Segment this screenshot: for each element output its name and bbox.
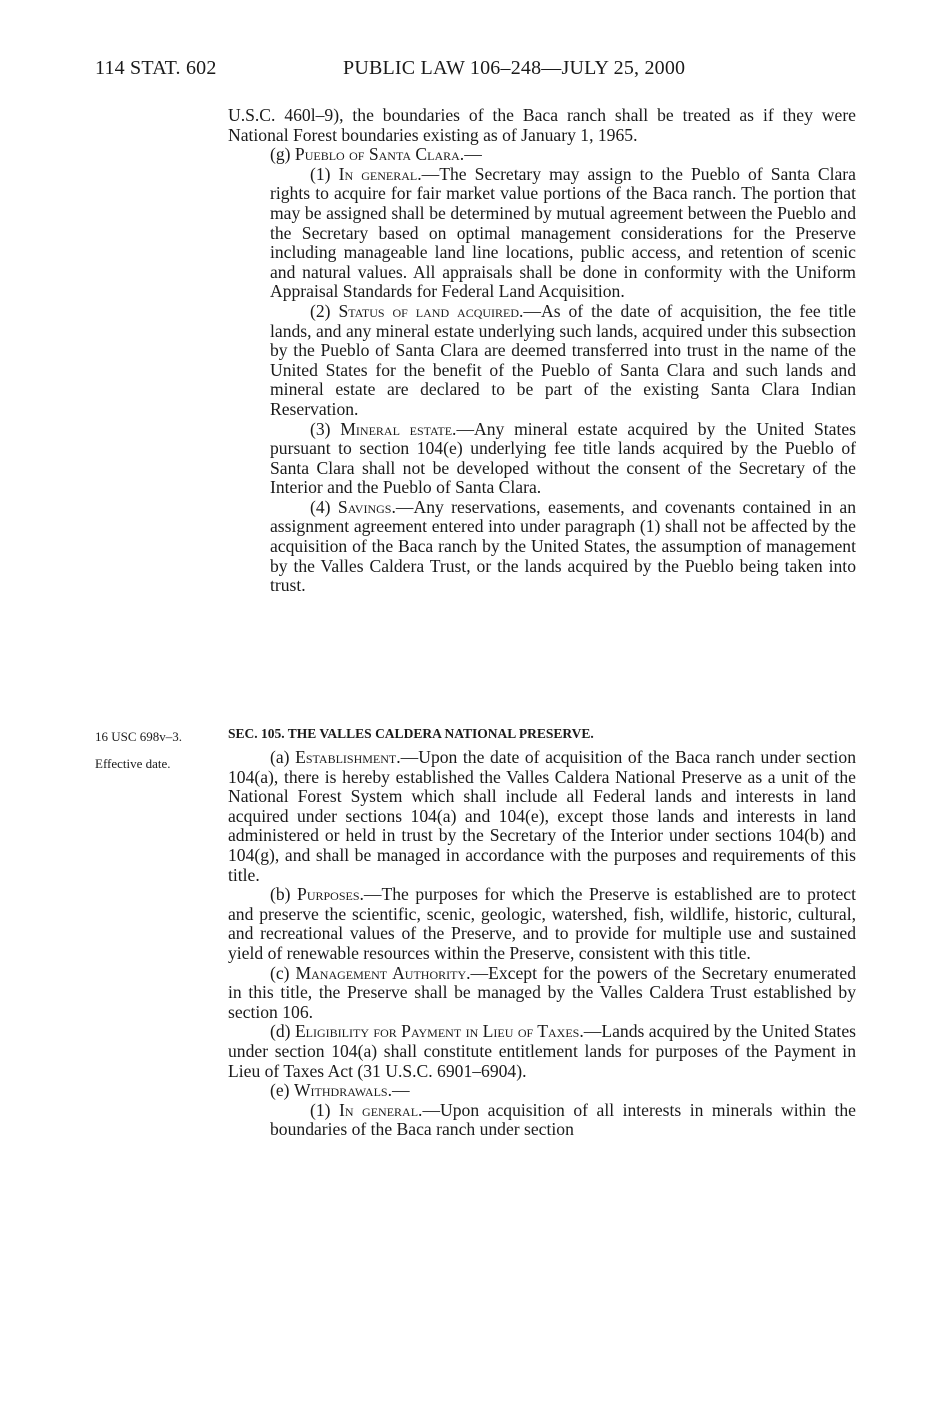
subsection-label: (c) xyxy=(270,962,290,983)
subsection-d xyxy=(228,1022,856,1081)
paragraph-text: Upon acquisition of all interests in minerals within the boundaries of the Baca ranch under section xyxy=(270,1099,856,1140)
paragraph-label: (3) xyxy=(310,418,331,439)
paragraph-heading: Status of land acquired.— xyxy=(338,300,542,321)
paragraph-heading: Savings.— xyxy=(337,496,414,517)
margin-note-usc: 16 USC 698v–3. xyxy=(95,729,183,744)
paragraph-label: (4) xyxy=(310,496,331,517)
subsection-text: Upon the date of acquisition of the Baca ranch under section 104(a), there is hereby established the Valles Caldera National Preserve as a unit of the National Forest System which shall include all Federal lands and interests in land acquired under sections 104(a) and 104(e), except those lands and interests in land administered or held in trust by the Secretary of the Interior under sections 104(b) and 104(g), and shall be managed in accordance with the purposes and requirements of this title. xyxy=(228,747,856,885)
subsection-text: Lands acquired by the United States under section 104(a) shall constitute entitlement lands for purposes of the Payment in Lieu of Taxes Act (31 U.S.C. 6901–6904). xyxy=(228,1021,856,1081)
paragraph-label: (2) xyxy=(310,300,331,321)
subsection-heading: Management Authority.— xyxy=(295,962,489,983)
subsection-heading: Purposes.— xyxy=(297,884,382,905)
body-text-top xyxy=(228,106,856,596)
subsection-g-heading xyxy=(228,145,856,165)
subsection-title: Pueblo of Santa Clara.— xyxy=(294,144,482,165)
subsection-label: (b) xyxy=(270,884,291,905)
paragraph-g3 xyxy=(228,420,856,498)
subsection-label: (e) xyxy=(270,1080,290,1101)
subsection-b xyxy=(228,885,856,963)
paragraph-text: The Secretary may assign to the Pueblo of Santa Clara rights to acquire for fair market value portions of the Baca ranch. The portion that may be assigned shall be determined by mutual agreement between the Pueblo and the Secretary based on optimal management considerations for the Preserve including manageable land line locations, public access, and retention of scenic and natural values. All appraisals shall be done in conformity with the Uniform Appraisal Standards for Federal Land Acquisition. xyxy=(270,163,856,302)
paragraph-heading: In general.— xyxy=(339,1099,441,1120)
section-heading: SEC. 105. THE VALLES CALDERA NATIONAL PRESERVE. xyxy=(228,726,594,741)
paragraph-label: (1) xyxy=(310,163,331,184)
body-text-section-105 xyxy=(228,748,856,1140)
paragraph-text: Any reservations, easements, and covenants contained in an assignment agreement entered into under paragraph (1) shall not be affected by the acquisition of the Baca ranch by the United States, the assumption of management by the Valles Caldera Trust, or the lands acquired by the Pueblo being taken into trust. xyxy=(270,496,856,596)
subsection-label: (g) xyxy=(270,144,291,165)
paragraph-g1 xyxy=(228,165,856,302)
subsection-label: (d) xyxy=(270,1021,291,1042)
page-reference: 114 STAT. 602 xyxy=(95,57,217,79)
subsection-heading: Eligibility for Payment in Lieu of Taxes.— xyxy=(294,1021,602,1042)
subsection-heading: Withdrawals.— xyxy=(293,1080,410,1101)
paragraph-text: As of the date of acquisition, the fee title lands, and any mineral estate underlying such lands, acquired under this subsection by the Pueblo of Santa Clara are deemed transferred into trust in the name of the United States for the benefit of the Pueblo of Santa Clara and such lands and mineral estate are declared to be part of the existing Santa Clara Indian Reservation. xyxy=(270,300,856,419)
subsection-a xyxy=(228,748,856,885)
paragraph-text: Any mineral estate acquired by the United States pursuant to section 104(e) underlying fee title lands acquired by the Pueblo of Santa Clara shall not be developed without the consent of the Secretary of the Interior and the Pueblo of Santa Clara. xyxy=(270,418,856,498)
paragraph-g4 xyxy=(228,498,856,596)
paragraph-heading: Mineral estate.— xyxy=(340,418,475,439)
subsection-heading: Establishment.— xyxy=(295,747,419,767)
subsection-c xyxy=(228,964,856,1023)
margin-note-effective-date: Effective date. xyxy=(95,756,171,771)
paragraph-g2 xyxy=(228,302,856,420)
paragraph-label: (1) xyxy=(310,1099,331,1120)
subsection-text: Except for the powers of the Secretary enumerated in this title, the Preserve shall be managed by the Valles Caldera Trust established by section 106. xyxy=(228,962,856,1022)
paragraph-continuation: U.S.C. 460l–9), the boundaries of the Baca ranch shall be treated as if they were National Forest boundaries existing as of January 1, 1965. xyxy=(228,105,856,145)
subsection-text: The purposes for which the Preserve is established are to protect and preserve the scientific, scenic, geologic, watershed, fish, wildlife, historic, cultural, and recreational values of the Preserve, and to provide for multiple use and sustained yield of renewable resources within the Preserve, consistent with this title. xyxy=(228,884,856,963)
paragraph-heading: In general.— xyxy=(338,163,440,184)
subsection-e xyxy=(228,1081,856,1101)
running-header: PUBLIC LAW 106–248—JULY 25, 2000 xyxy=(343,57,686,79)
paragraph-e1 xyxy=(228,1101,856,1140)
subsection-label: (a) xyxy=(270,747,290,767)
